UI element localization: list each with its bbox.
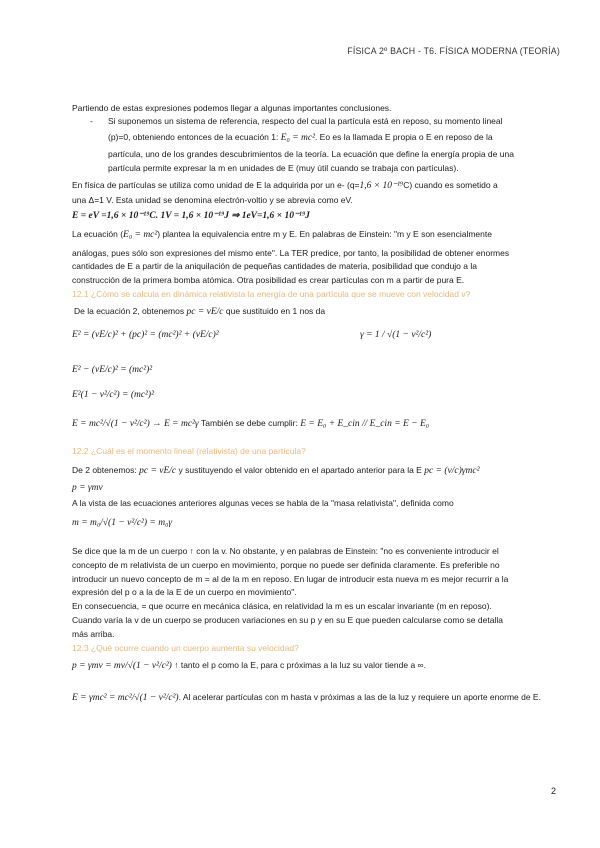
text-line: ) plantea la equivalencia entre m y E. En palabras de Einstein: "m y E son esencialmente [157,229,492,239]
text-line: Si suponemos un sistema de referencia, respecto del cual la partícula está en reposo, su momento lineal [108,116,503,126]
text-line: análogas, pues sólo son expresiones del mismo ente". La TER predice, por tanto, la posibilidad de obtener enormes [72,248,510,258]
formula-momentum: p = γmv [72,483,103,493]
formula-kinetic: E = E₀ + E_cin // E_cin = E − E₀ [300,419,430,429]
text-line: concepto de m relativista de un cuerpo en movimiento, porque no puede ser definida claramente. Es preferible no [72,560,500,570]
text-line: . Eo es la llamada E propia o E en reposo de la [314,132,493,142]
formula-charge: 1,6 × 10⁻¹⁹ [359,181,404,191]
text-line: que sustituido en 1 nos da [225,306,326,316]
text-line: más arriba. [72,629,115,639]
formula-pc: pc = vE/c [186,307,224,317]
formula-step-2: E² − (vE/c)² = (mc²)² [72,365,153,375]
text-line: Cuando varía la v de un cuerpo se producen variaciones en su p y en su E que pueden calcularse como se detalla [72,615,503,625]
text-line: partícula permite expresar la m en unidades de E (muy útil cuando se trabaja con partículas). [108,163,459,173]
formula-step-3: E²(1 − v²/c²) = (mc²)² [72,390,154,400]
text-line: Se dice que la m de un cuerpo ↑ con la v. No obstante, y en palabras de Einstein: "no es conveniente introducir el [72,546,499,556]
text-line: C) cuando es sometido a [403,180,498,190]
text-line: expresión del p o a la de la E de un cuerpo en movimiento". [72,587,297,597]
text-line: (p)=0, obteniendo entonces de la ecuación 1: [108,132,279,142]
formula-ev: E = eV =1,6 × 10⁻¹⁹C. 1V = 1,6 × 10⁻¹⁹J ⇒ 1eV=1,6 × 10⁻¹⁹J [72,211,310,221]
text-line: En consecuencia, = que ocurre en mecánica clásica, en relatividad la m es un escalar invariante (m en reposo). [72,601,492,611]
text-line: En física de partículas se utiliza como unidad de E la adquirida por un e- (q= [72,180,360,190]
page-number: 2 [550,786,556,796]
formula-rest-energy: E₀ = mc² [280,133,315,143]
question-heading: 12.3 ¿Qué ocurre cuando un cuerpo aumenta su velocidad? [72,643,299,653]
text-line: A la vista de las ecuaciones anteriores algunas veces se habla de la "masa relativista", definida como [72,498,454,508]
text-line: una Δ=1 V. Esta unidad se denomina electrón-voltio y se abrevia como eV. [72,195,353,205]
text-line: De 2 obtenemos: [72,465,137,475]
formula-energy-squared: E² = (vE/c)² + (pc)² = (mc²)² + (vE/c)² [72,330,219,340]
text-line: introducir un nuevo concepto de m = al de la m en reposo. En lugar de introducir esta nueva m es mejor recurrir a la [72,574,509,584]
formula-momentum-gamma: p = γmv = mv/√(1 − v²/c²) [72,661,172,671]
question-heading: 12.2 ¿Cuál es el momento lineal (relativista) de una partícula? [72,446,306,456]
text-line: Partiendo de estas expresiones podemos llegar a algunas importantes conclusiones. [72,103,392,113]
text-line: partícula, uno de los grandes descubrimientos de la teoría. La ecuación que define la energía propia de una [108,149,514,159]
formula-pc-2: pc = vE/c [139,466,177,476]
formula-energy-gamma: E = mc²/√(1 − v²/c²) → E = mc²γ [72,419,199,429]
text-line: De la ecuación 2, obtenemos [74,306,185,316]
formula-energy-gamma-2: E = γmc² = mc²/√(1 − v²/c²) [72,693,179,703]
page-header: FÍSICA 2º BACH - T6. FÍSICA MODERNA (TEORÍA) [347,46,560,56]
formula-relativistic-mass: m = m₀/√(1 − v²/c²) = m₀γ [72,518,173,528]
formula-pc-3: pc = (v/c)γmc² [424,466,480,476]
bullet-dash: - [90,116,93,126]
text-line: ↑ tanto el p como la E, para c próximas a la luz su valor tiende a ∞. [174,660,426,670]
text-line: . Al acelerar partículas con m hasta v próximas a las de la luz y requiere un aporte enorme de E. [178,692,541,702]
text-line: cantidades de E a partir de la aniquilación de pequeñas cantidades de materia, posibilidad que condujo a la [72,261,477,271]
text-line: También se debe cumplir: [201,418,298,428]
text-line: La ecuación ( [72,229,124,239]
text-line: y sustituyendo el valor obtenido en el apartado anterior para la E [178,465,422,475]
question-heading: 12.1 ¿Cómo se calcula en dinámica relativista la energía de una partícula que se mueve con velocidad v? [72,289,471,299]
text-line: construcción de la primera bomba atómica. Otra posibilidad es crear partículas con m a partir de pura E. [72,275,465,285]
formula-mass-energy: E₀ = mc² [123,230,158,240]
formula-gamma: γ = 1 / √(1 − v²/c²) [360,330,432,340]
